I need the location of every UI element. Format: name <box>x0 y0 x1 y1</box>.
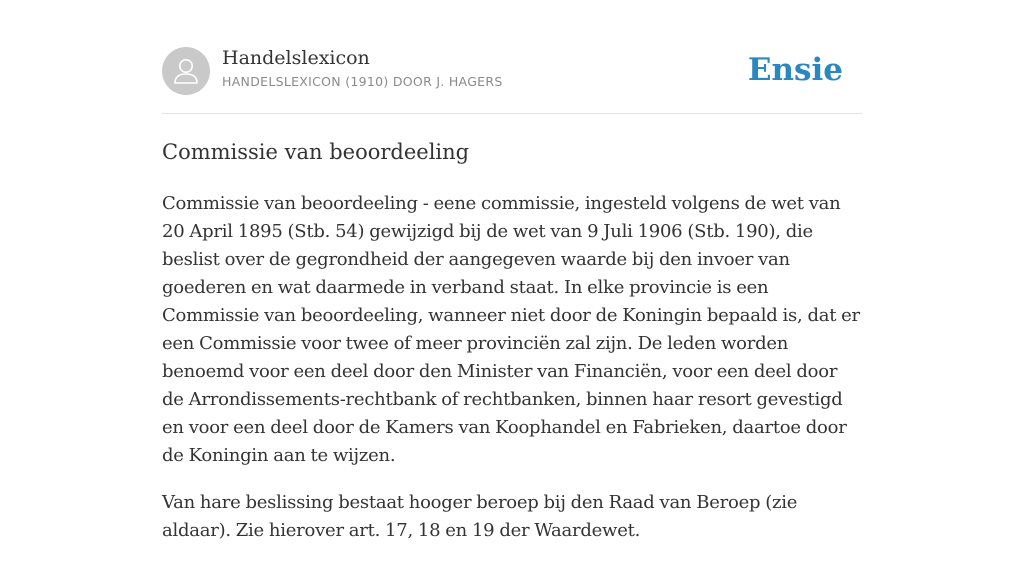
source-header <box>162 47 862 95</box>
article-body <box>162 190 862 564</box>
article-title: Commissie van beoordeeling <box>162 140 470 164</box>
article-paragraph: Commissie van beoordeeling - eene commissie, ingesteld volgens de wet van 20 April 1895 (Stb. 54) gewijzigd bij de wet van 9 Juli 1906 (Stb. 190), die beslist over de gegrondheid der aangegeven waarde bij den invoer van goederen en wat daarmede in verband staat. In elke provincie is een Commissie van beoordeeling, wanneer niet door de Koningin bepaald is, dat er een Commissie voor twee of meer provinciën zal zijn. De leden worden benoemd voor een deel door den Minister van Financiën, voor een deel door de Arrondissements-rechtbank of rechtbanken, binnen haar resort gevestigd en voor een deel door de Kamers van Koophandel en Fabrieken, daartoe door de Koningin aan te wijzen. <box>162 193 860 466</box>
header-divider <box>162 113 862 114</box>
brand-logo[interactable]: Ensie <box>747 52 843 88</box>
article-paragraph: Van hare beslissing bestaat hooger beroep bij den Raad van Beroep (zie aldaar). Zie hierover art. 17, 18 en 19 der Waardewet. <box>162 492 798 541</box>
source-name[interactable]: Handelslexicon <box>222 47 370 69</box>
avatar[interactable] <box>162 47 210 95</box>
source-subtitle: HANDELSLEXICON (1910) DOOR J. HAGERS <box>222 74 503 89</box>
user-icon <box>162 47 210 95</box>
